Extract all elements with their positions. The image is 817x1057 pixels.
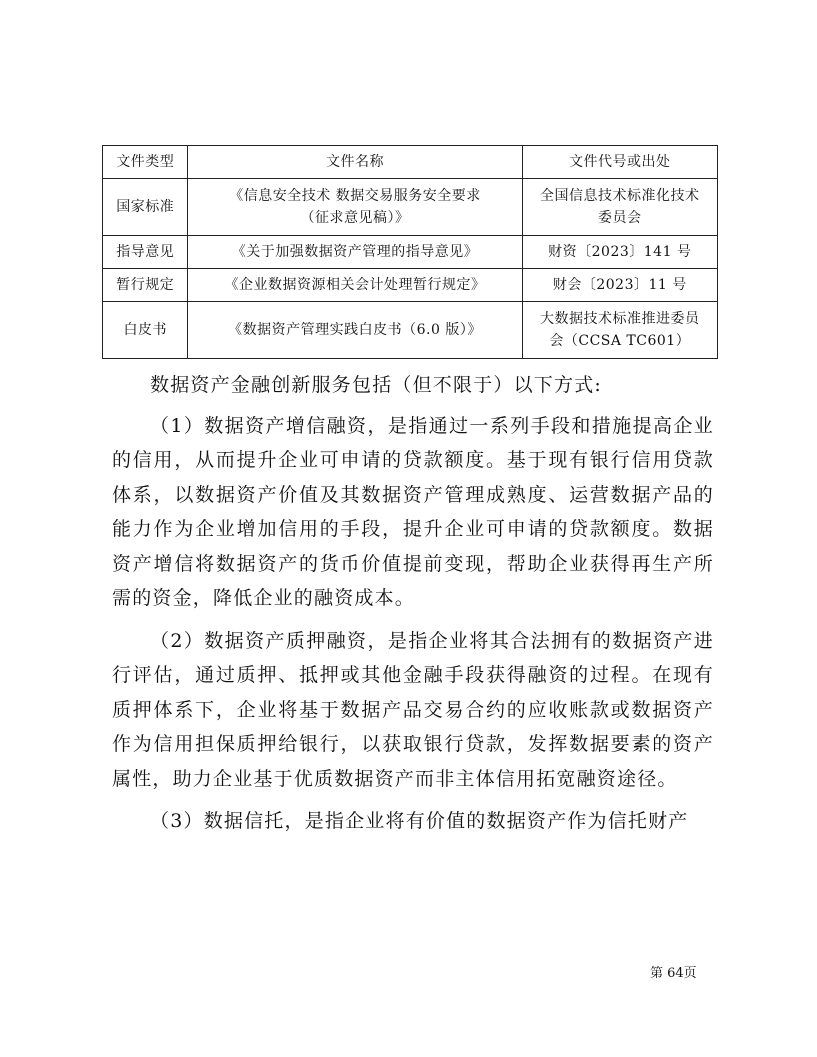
cell-doc-code xyxy=(522,302,717,359)
body-text xyxy=(112,368,714,847)
paragraph-pledge-financing: （2）数据资产质押融资，是指企业将其合法拥有的数据资产进行评估，通过质押、抵押或其他金融手段获得融资的过程。在现有质押体系下，企业将基于数据产品交易合约的应收账款或数据资产作为信用担保质押给银行，以获取银行贷款，发挥数据要素的资产属性，助力企业基于优质数据资产而非主体信用拓宽融资途径。 xyxy=(112,629,714,790)
doc-code-line: 委员会 xyxy=(598,210,642,226)
cell-doc-code xyxy=(522,179,717,236)
cell-doc-name: 《关于加强数据资产管理的指导意见》 xyxy=(188,236,522,269)
doc-code-line: 大数据技术标准推进委员 xyxy=(540,311,700,327)
header-doc-name: 文件名称 xyxy=(188,146,522,179)
cell-doc-type: 暂行规定 xyxy=(103,269,188,302)
page-number: 第 64页 xyxy=(650,966,697,981)
doc-code-line: 会（CCSA TC601） xyxy=(549,333,691,349)
table-row xyxy=(103,179,718,236)
paragraph-credit-enhancement: （1）数据资产增信融资，是指通过一系列手段和措施提高企业的信用，从而提升企业可申请的贷款额度。基于现有银行信用贷款体系，以数据资产价值及其数据资产管理成熟度、运营数据产品的能力作为企业增加信用的手段，提升企业可申请的贷款额度。数据资产增信将数据资产的货币价值提前变现，帮助企业获得再生产所需的资金，降低企业的融资成本。 xyxy=(112,414,714,609)
cell-doc-code: 财资〔2023〕141 号 xyxy=(522,236,717,269)
cell-doc-type: 国家标准 xyxy=(103,179,188,236)
reference-documents-table xyxy=(102,145,718,359)
header-doc-code: 文件代号或出处 xyxy=(522,146,717,179)
doc-name-line: （征求意见稿）》 xyxy=(300,210,410,226)
cell-doc-name: 《数据资产管理实践白皮书（6.0 版）》 xyxy=(188,302,522,359)
table-row xyxy=(103,302,718,359)
cell-doc-code: 财会〔2023〕11 号 xyxy=(522,269,717,302)
cell-doc-name xyxy=(188,179,522,236)
header-doc-type: 文件类型 xyxy=(103,146,188,179)
doc-name-line: 《信息安全技术 数据交易服务安全要求 xyxy=(229,188,481,204)
table-row xyxy=(103,269,718,302)
paragraph-data-trust: （3）数据信托，是指企业将有价值的数据资产作为信托财产 xyxy=(150,810,689,832)
intro-paragraph: 数据资产金融创新服务包括（但不限于）以下方式: xyxy=(150,374,603,396)
table-header-row xyxy=(103,146,718,179)
table-row xyxy=(103,236,718,269)
doc-code-line: 全国信息技术标准化技术 xyxy=(540,188,700,204)
cell-doc-name: 《企业数据资源相关会计处理暂行规定》 xyxy=(188,269,522,302)
cell-doc-type: 白皮书 xyxy=(103,302,188,359)
cell-doc-type: 指导意见 xyxy=(103,236,188,269)
